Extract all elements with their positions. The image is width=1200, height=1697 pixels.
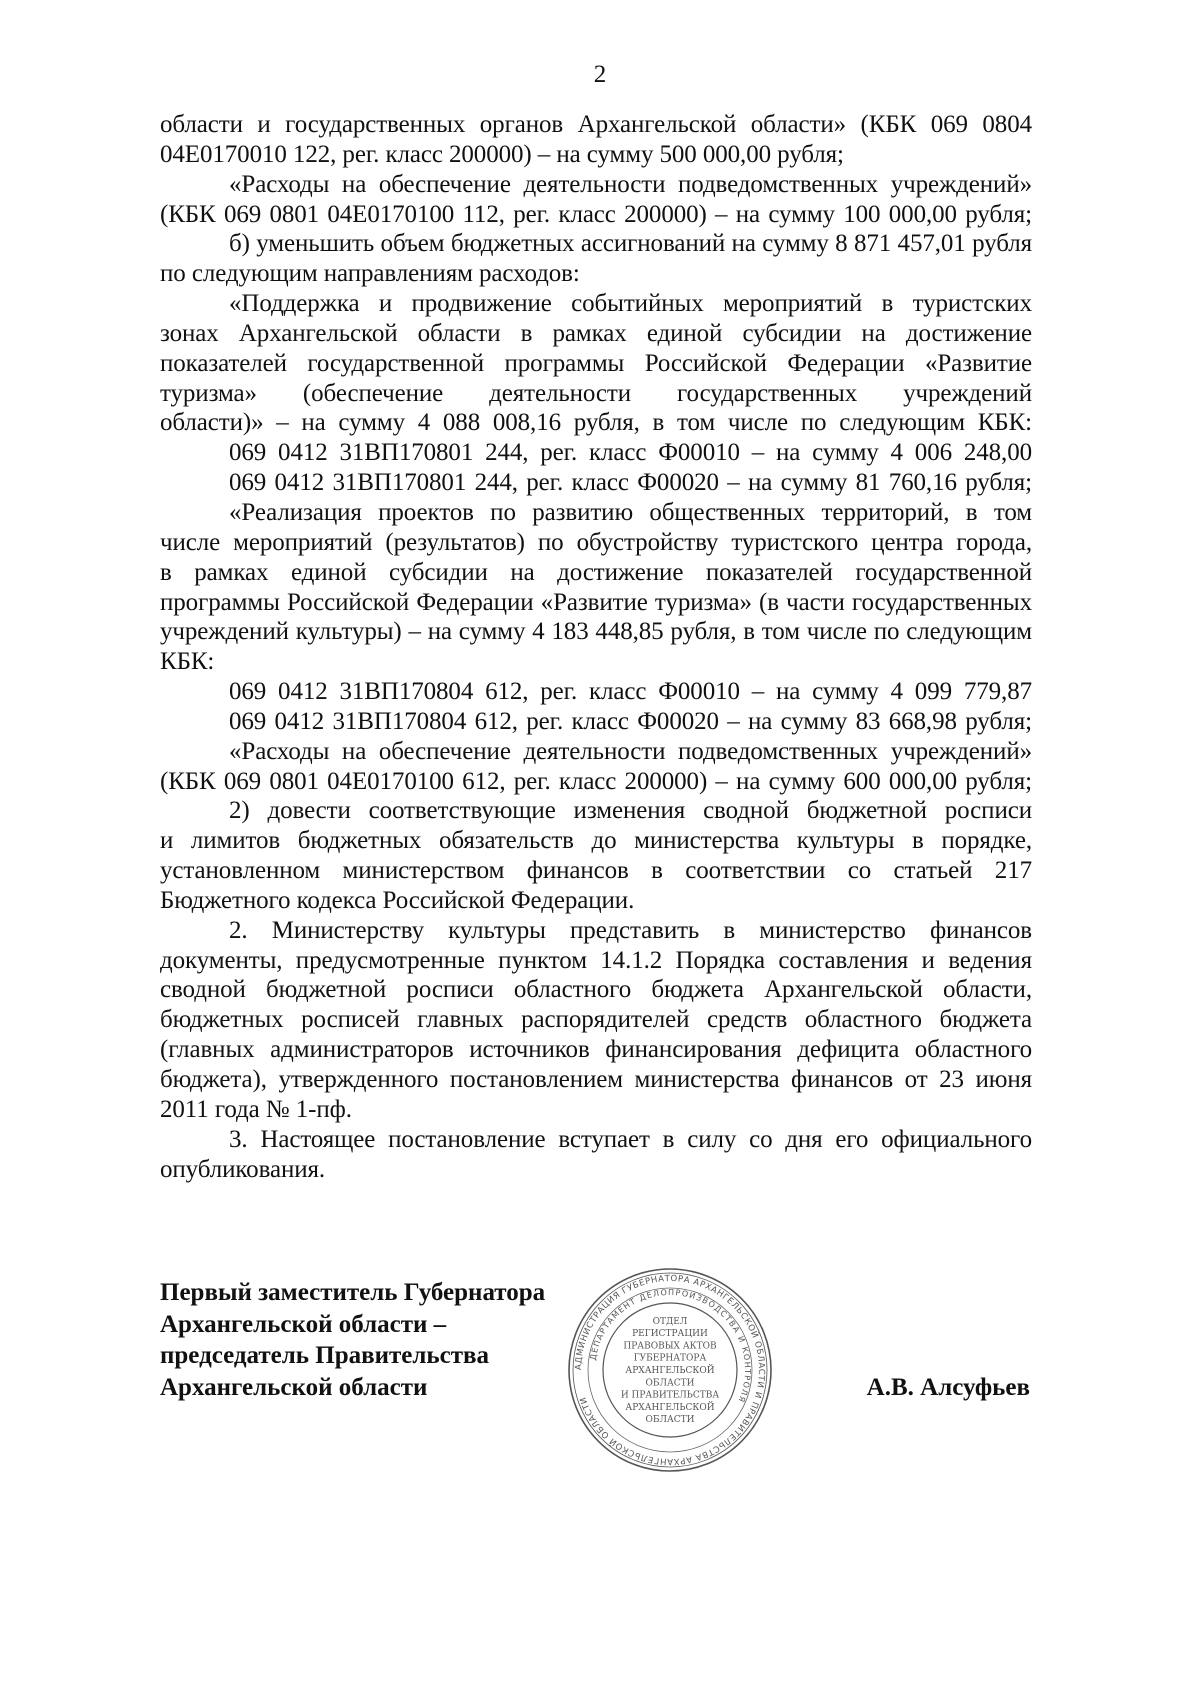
signatory-position-line: председатель Правительства (160, 1342, 490, 1369)
text-line: документы, предусмотренные пунктом 14.1.2 Порядка составления и ведения (160, 946, 1032, 974)
text-line: (главных администраторов источников финансирования дефицита областного (160, 1036, 1032, 1064)
stamp-center-line: РЕГИСТРАЦИИ (632, 1329, 708, 1340)
text-line: 069 0412 31ВП170801 244, рег. класс Ф00020 – на сумму 81 760,16 рубля; (229, 469, 1032, 497)
text-line: (КБК 069 0801 04Е0170100 112, рег. класс 200000) – на сумму 100 000,00 рубля; (160, 200, 1032, 228)
text-line: программы Российской Федерации «Развитие туризма» (в части государственных (160, 588, 1032, 616)
text-line: б) уменьшить объем бюджетных ассигнований на сумму 8 871 457,01 рубля (229, 230, 1032, 258)
text-line: «Расходы на обеспечение деятельности подведомственных учреждений» (229, 170, 1032, 198)
stamp-center-line: ОБЛАСТИ (645, 1378, 695, 1389)
stamp-center-line: ПРАВОВЫХ АКТОВ (623, 1341, 717, 1352)
text-line: туризма» (обеспечение деятельности государственных учреждений (160, 379, 1032, 407)
official-stamp (566, 1266, 774, 1474)
stamp-center-line: И ПРАВИТЕЛЬСТВА (620, 1390, 720, 1401)
signatory-position-line: Архангельской области (160, 1373, 428, 1401)
text-line: 04Е0170010 122, рег. класс 200000) – на сумму 500 000,00 рубля; (160, 140, 844, 168)
text-line: 2) довести соответствующие изменения сводной бюджетной росписи (229, 797, 1032, 825)
text-line: 069 0412 31ВП170804 612, рег. класс Ф00010 – на сумму 4 099 779,87 (229, 678, 1032, 706)
text-line: по следующим направлениям расходов: (160, 260, 580, 288)
text-line: бюджета), утвержденного постановлением министерства финансов от 23 июня (160, 1066, 1032, 1093)
text-line: 2. Министерству культуры представить в министерство финансов (229, 916, 1032, 944)
signatory-position (160, 1277, 545, 1403)
text-line: «Реализация проектов по развитию общественных территорий, в том (229, 498, 1032, 526)
text-line: Бюджетного кодекса Российской Федерации. (160, 886, 635, 914)
signatory-position-line: Архангельской области – (160, 1310, 447, 1338)
stamp-center-line: АРХАНГЕЛЬСКОЙ (625, 1402, 715, 1413)
signatory-position-line: Первый заместитель Губернатора (160, 1279, 546, 1306)
text-line: 2011 года № 1-пф. (160, 1095, 352, 1123)
text-line: показателей государственной программы Российской Федерации «Развитие (160, 349, 1032, 377)
text-line: «Расходы на обеспечение деятельности подведомственных учреждений» (229, 737, 1032, 765)
stamp-outer-ring-text: АДМИНИСТРАЦИЯ ГУБЕРНАТОРА АРХАНГЕЛЬСКОЙ ОБЛАСТИ И ПРАВИТЕЛЬСТВА АРХАНГЕЛЬСКОЙ ОБЛАСТИ (573, 1273, 767, 1467)
text-line: сводной бюджетной росписи областного бюджета Архангельской области, (160, 976, 1032, 1004)
text-line: (КБК 069 0801 04Е0170100 612, рег. класс 200000) – на сумму 600 000,00 рубля; (160, 767, 1032, 795)
text-line: опубликования. (160, 1155, 326, 1183)
stamp-inner-ring-text: ДЕПАРТАМЕНТ ДЕЛОПРОИЗВОДСТВА И КОНТРОЛЯ (588, 1287, 753, 1405)
text-line: области)» – на сумму 4 088 008,16 рубля, в том числе по следующим КБК: (160, 409, 1032, 437)
text-line: в рамках единой субсидии на достижение показателей государственной (160, 558, 1032, 586)
text-line: установленном министерством финансов в соответствии со статьей 217 (160, 857, 1032, 885)
text-line: области и государственных органов Архангельской области» (КБК 069 0804 (160, 111, 1032, 138)
page-number: 2 (593, 61, 607, 88)
text-line: и лимитов бюджетных обязательств до министерства культуры в порядке, (160, 827, 1032, 855)
text-line: 069 0412 31ВП170804 612, рег. класс Ф00020 – на сумму 83 668,98 рубля; (229, 707, 1032, 735)
stamp-center-line: ОБЛАСТИ (645, 1415, 695, 1426)
text-line: бюджетных росписей главных распорядителей средств областного бюджета (160, 1006, 1032, 1034)
text-line: 3. Настоящее постановление вступает в силу со дня его официального (229, 1125, 1032, 1153)
document-body (160, 110, 1032, 1184)
text-line: числе мероприятий (результатов) по обустройству туристского центра города, (160, 528, 1032, 556)
text-line: учреждений культуры) – на сумму 4 183 448,85 рубля, в том числе по следующим (160, 618, 1032, 646)
text-line: КБК: (160, 648, 215, 676)
stamp-center-line: ОТДЕЛ (652, 1316, 688, 1327)
text-line: зонах Архангельской области в рамках единой субсидии на достижение (160, 319, 1032, 347)
stamp-center-line: АРХАНГЕЛЬСКОЙ (625, 1366, 715, 1376)
signatory-name: А.В. Алсуфьев (866, 1374, 1030, 1401)
text-line: 069 0412 31ВП170801 244, рег. класс Ф00010 – на сумму 4 006 248,00 (229, 439, 1032, 467)
text-line: «Поддержка и продвижение событийных мероприятий в туристских (229, 290, 1032, 318)
stamp-center-line: ГУБЕРНАТОРА (633, 1353, 707, 1364)
